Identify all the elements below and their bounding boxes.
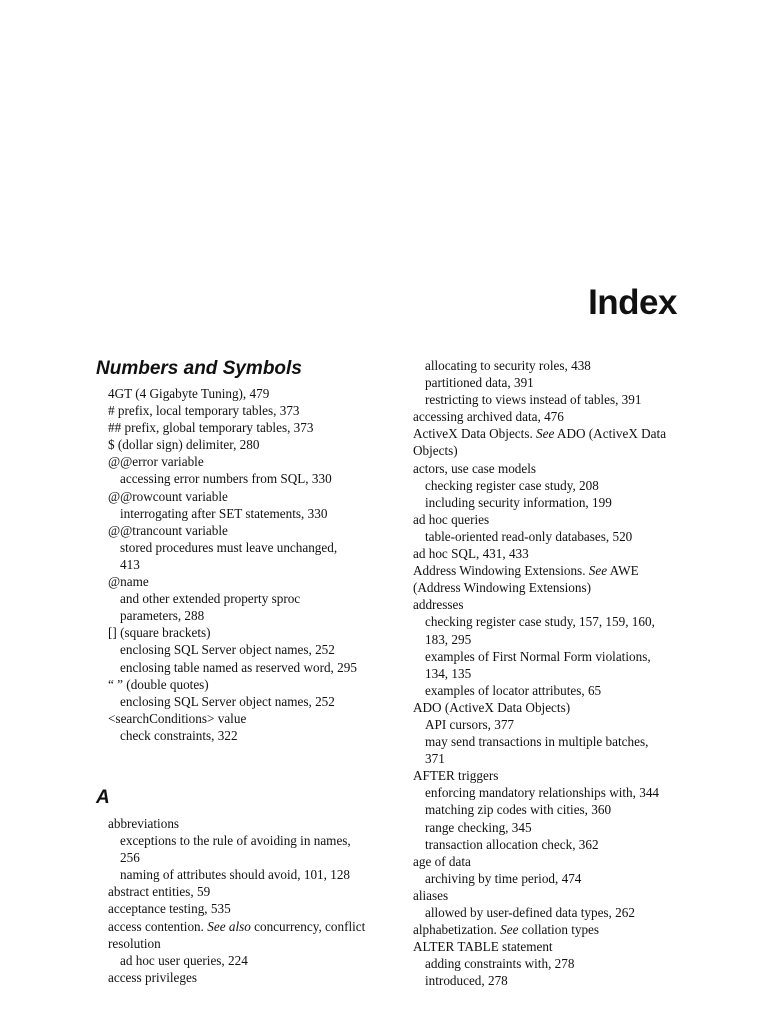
index-subentry: [413, 613, 713, 647]
index-entry: [96, 453, 386, 470]
entry-line: 371: [425, 751, 445, 767]
index-entry: [96, 900, 386, 917]
index-entry: [413, 767, 713, 784]
entry-line: access privileges: [108, 969, 197, 985]
index-subentry: [413, 784, 713, 801]
index-entry: [413, 408, 713, 425]
entry-line: @@error variable: [108, 454, 204, 470]
entry-line: interrogating after SET statements, 330: [120, 505, 328, 521]
index-subentry: [96, 470, 386, 487]
index-entry: [413, 699, 713, 716]
index-entry: [96, 419, 386, 436]
index-subentry: [413, 870, 713, 887]
index-entry: [413, 511, 713, 528]
entry-line: addresses: [413, 597, 464, 613]
index-subentry: [413, 955, 713, 972]
entry-line: access contention. See also concurrency, conflict: [108, 918, 366, 934]
entry-line: archiving by time period, 474: [425, 870, 582, 886]
entry-line: @name: [108, 574, 149, 590]
index-subentry: [96, 952, 386, 969]
entry-line: check constraints, 322: [120, 727, 238, 743]
entry-line: $ (dollar sign) delimiter, 280: [108, 437, 260, 453]
entry-line: <searchConditions> value: [108, 710, 247, 726]
index-entry: [96, 710, 386, 727]
entry-line: stored procedures must leave unchanged,: [120, 539, 338, 555]
index-subentry: [413, 819, 713, 836]
entry-line: enclosing table named as reserved word, 295: [120, 659, 357, 675]
index-entry: [413, 887, 713, 904]
entry-line: range checking, 345: [425, 819, 532, 835]
index-entry: [96, 815, 386, 832]
index-entry: [96, 918, 386, 952]
index-subentry: [413, 648, 713, 682]
entry-line: examples of locator attributes, 65: [425, 682, 602, 698]
index-subentry: [413, 477, 713, 494]
entry-line: may send transactions in multiple batches,: [425, 734, 649, 750]
entry-line: @@trancount variable: [108, 522, 228, 538]
entry-line: aliases: [413, 887, 449, 903]
entry-line: actors, use case models: [413, 460, 537, 476]
entry-line: abstract entities, 59: [108, 884, 211, 900]
index-entry: [413, 596, 713, 613]
index-subentry: [96, 539, 386, 573]
index-subentry: [96, 590, 386, 624]
index-entry: [96, 883, 386, 900]
page-title: Index: [588, 283, 677, 322]
entry-line: enforcing mandatory relationships with, 344: [425, 785, 660, 801]
index-entry: [413, 425, 713, 459]
entry-line: @@rowcount variable: [108, 488, 228, 504]
index-entry: [413, 853, 713, 870]
entry-line: partitioned data, 391: [425, 375, 534, 391]
entry-line: introduced, 278: [425, 973, 508, 989]
entry-line: naming of attributes should avoid, 101, 128: [120, 867, 351, 883]
index-entry: [96, 522, 386, 539]
entry-line: acceptance testing, 535: [108, 901, 231, 917]
entry-line: “ ” (double quotes): [108, 676, 209, 692]
entry-line: ADO (ActiveX Data Objects): [413, 699, 571, 715]
entry-line: 413: [120, 556, 140, 572]
a-entries: [96, 815, 386, 986]
entry-line: checking register case study, 208: [425, 477, 599, 493]
index-subentry: [413, 716, 713, 733]
entry-line: 134, 135: [425, 665, 472, 681]
index-entry: [96, 488, 386, 505]
entry-line: alphabetization. See collation types: [413, 922, 600, 938]
index-subentry: [96, 693, 386, 710]
entry-line: restricting to views instead of tables, 391: [425, 392, 642, 408]
index-entry: [96, 676, 386, 693]
index-subentry: [413, 836, 713, 853]
entry-line: and other extended property sproc: [120, 591, 301, 607]
entry-line: transaction allocation check, 362: [425, 836, 599, 852]
entry-line: [] (square brackets): [108, 625, 211, 641]
index-entry: [413, 460, 713, 477]
index-subentry: [413, 528, 713, 545]
index-entry: [413, 921, 713, 938]
numbers-symbols-entries: [96, 385, 386, 744]
entry-line: ad hoc queries: [413, 511, 490, 527]
entry-line: enclosing SQL Server object names, 252: [120, 693, 335, 709]
index-subentry: [413, 374, 713, 391]
entry-line: matching zip codes with cities, 360: [425, 802, 612, 818]
index-subentry: [413, 972, 713, 989]
index-subentry: [413, 682, 713, 699]
section-heading-a: A: [96, 786, 110, 808]
index-column-left: [96, 357, 386, 986]
entry-line: table-oriented read-only databases, 520: [425, 528, 633, 544]
entry-line: API cursors, 377: [425, 716, 515, 732]
entry-line: # prefix, local temporary tables, 373: [108, 403, 300, 419]
entry-line: 183, 295: [425, 631, 472, 647]
entry-line: 256: [120, 850, 140, 866]
index-entry: [413, 938, 713, 955]
entry-line: abbreviations: [108, 815, 180, 831]
index-entry: [413, 545, 713, 562]
index-subentry: [413, 733, 713, 767]
index-entry: [96, 624, 386, 641]
entry-line: including security information, 199: [425, 494, 612, 510]
index-subentry: [96, 727, 386, 744]
index-subentry: [96, 505, 386, 522]
entry-line: ad hoc SQL, 431, 433: [413, 546, 529, 562]
entry-line: allowed by user-defined data types, 262: [425, 905, 635, 920]
index-subentry: [413, 391, 713, 408]
entry-line: Objects): [413, 443, 458, 459]
entry-line: ALTER TABLE statement: [413, 939, 553, 955]
entry-line: accessing archived data, 476: [413, 409, 564, 425]
index-entry: [96, 385, 386, 402]
index-entry: [96, 969, 386, 986]
index-subentry: [413, 357, 713, 374]
entry-line: accessing error numbers from SQL, 330: [120, 471, 332, 487]
entry-line: AFTER triggers: [413, 768, 499, 784]
entry-line: checking register case study, 157, 159, 160,: [425, 614, 655, 630]
entry-line: parameters, 288: [120, 608, 205, 624]
index-subentry: [96, 641, 386, 658]
right-column-entries: [413, 357, 713, 989]
index-subentry: [96, 866, 386, 883]
index-entry: [96, 402, 386, 419]
entry-line: exceptions to the rule of avoiding in names,: [120, 833, 351, 849]
index-entry: [413, 562, 713, 596]
index-column-right: [413, 357, 713, 989]
index-entry: [96, 573, 386, 590]
index-subentry: [413, 494, 713, 511]
index-subentry: [96, 659, 386, 676]
index-subentry: [413, 801, 713, 818]
index-subentry: [96, 832, 386, 866]
entry-line: (Address Windowing Extensions): [413, 580, 591, 596]
entry-line: ad hoc user queries, 224: [120, 952, 248, 968]
section-heading-numbers-symbols: Numbers and Symbols: [96, 358, 302, 379]
entry-line: enclosing SQL Server object names, 252: [120, 642, 335, 658]
entry-line: ActiveX Data Objects. See ADO (ActiveX Data: [413, 426, 667, 442]
entry-line: allocating to security roles, 438: [425, 358, 591, 373]
entry-line: 4GT (4 Gigabyte Tuning), 479: [108, 386, 270, 401]
entry-line: resolution: [108, 935, 161, 951]
entry-line: adding constraints with, 278: [425, 956, 575, 972]
index-subentry: [413, 904, 713, 921]
entry-line: age of data: [413, 853, 471, 869]
entry-line: examples of First Normal Form violations,: [425, 648, 651, 664]
index-entry: [96, 436, 386, 453]
entry-line: ## prefix, global temporary tables, 373: [108, 420, 314, 436]
entry-line: Address Windowing Extensions. See AWE: [413, 563, 639, 579]
